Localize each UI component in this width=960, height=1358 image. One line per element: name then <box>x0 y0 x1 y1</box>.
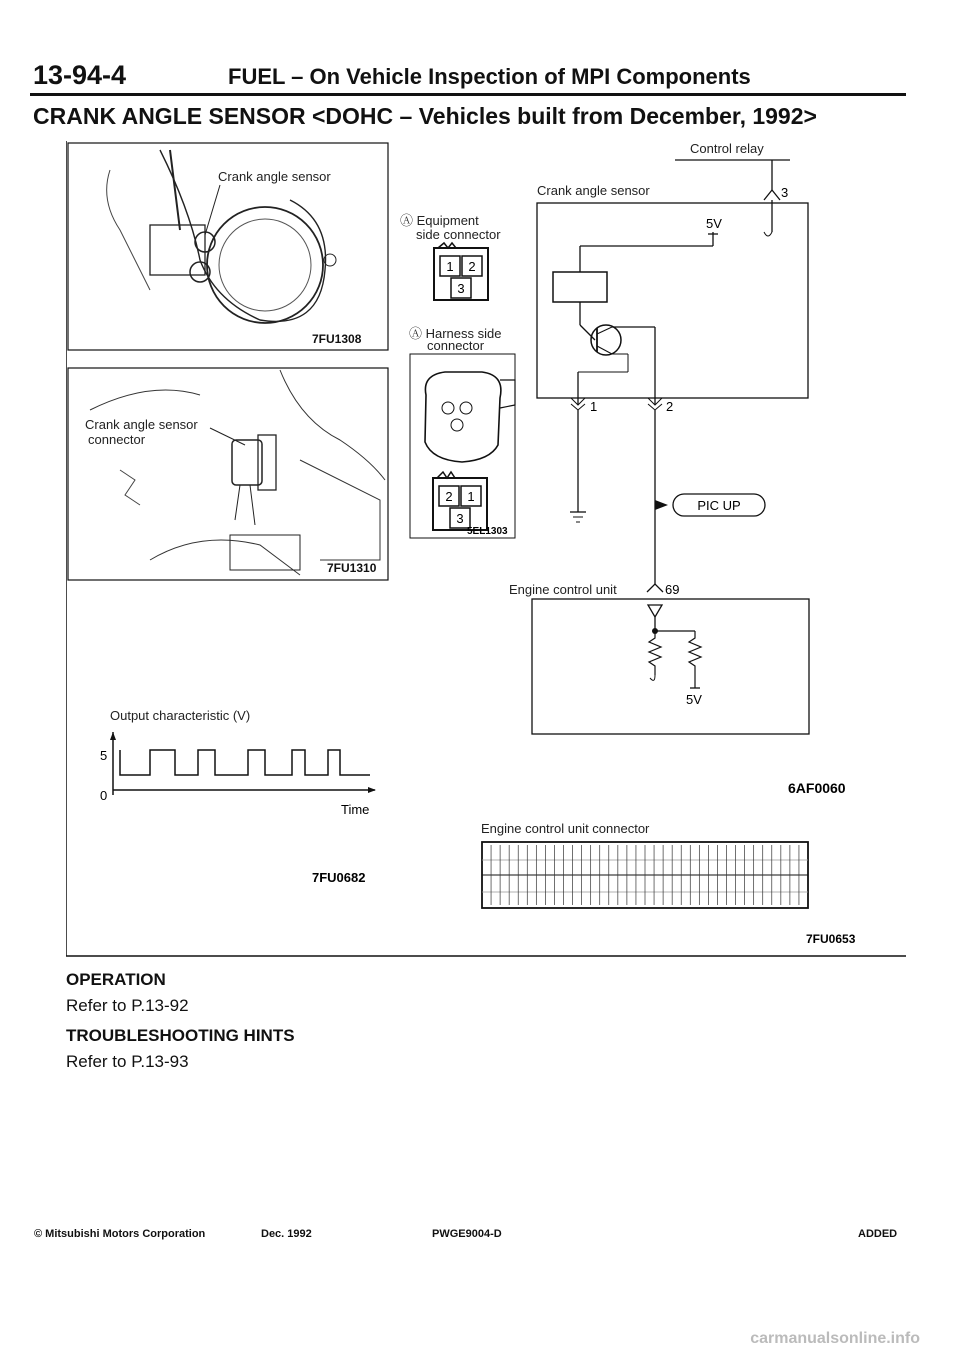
figure-area <box>66 141 906 958</box>
equipment-connector-label-1: Ⓐ Equipment <box>400 213 479 228</box>
equipment-connector-label-2: side connector <box>416 227 501 242</box>
connector-photo-label-2: connector <box>88 432 146 447</box>
troubleshooting-heading: TROUBLESHOOTING HINTS <box>66 1026 295 1045</box>
pic-up-label: PIC UP <box>697 498 741 513</box>
pin-2-label: 2 <box>666 399 674 414</box>
sensor-photo <box>68 143 388 350</box>
operation-text: Refer to P.13-92 <box>66 996 189 1015</box>
connector-photo <box>68 368 388 580</box>
footer-date: Dec. 1992 <box>261 1228 312 1240</box>
operation-heading: OPERATION <box>66 970 166 989</box>
pin-3-label: 3 <box>781 185 789 200</box>
pin-1-label: 1 <box>590 399 598 414</box>
footer-copyright: © Mitsubishi Motors Corporation <box>34 1228 206 1240</box>
equip-pin-3: 3 <box>457 281 465 296</box>
section-title: CRANK ANGLE SENSOR <DOHC – Vehicles built from December, 1992> <box>33 103 817 129</box>
equip-pin-1: 1 <box>446 259 454 274</box>
5v-bottom-label: 5V <box>686 692 702 707</box>
connector-photo-label-1: Crank angle sensor <box>85 417 198 432</box>
waveform-x-label: Time <box>341 802 370 817</box>
harness-connector-label-2: connector <box>427 338 485 353</box>
waveform-graph <box>100 708 376 885</box>
harness-pin-2: 2 <box>445 489 453 504</box>
ecu-connector-label: Engine control unit connector <box>481 821 650 836</box>
circuit-code: 6AF0060 <box>788 780 846 796</box>
waveform-y-low: 0 <box>100 788 108 803</box>
ecu-connector <box>481 821 856 946</box>
harness-connector-label-1: Ⓐ Harness side <box>409 326 502 341</box>
footer-doc-code: PWGE9004-D <box>432 1228 502 1240</box>
sensor-photo-code: 7FU1308 <box>312 332 362 346</box>
ecu-connector-code: 7FU0653 <box>806 932 856 946</box>
connector-photo-code: 7FU1310 <box>327 561 377 575</box>
equip-pin-2: 2 <box>468 259 476 274</box>
connector-diagrams <box>400 213 515 538</box>
sensor-circuit-label: Crank angle sensor <box>537 183 650 198</box>
waveform-code: 7FU0682 <box>312 870 366 885</box>
control-relay-label: Control relay <box>690 141 764 156</box>
footer-status: ADDED <box>858 1228 898 1240</box>
pin-69-label: 69 <box>665 582 680 597</box>
connector-code: 5EL1303 <box>467 526 508 537</box>
circuit-diagram <box>509 141 846 796</box>
waveform-y-high: 5 <box>100 748 108 763</box>
page-header-title: FUEL – On Vehicle Inspection of MPI Components <box>228 64 751 89</box>
ecu-label: Engine control unit <box>509 582 617 597</box>
harness-pin-3: 3 <box>456 511 464 526</box>
header-rule <box>30 93 906 96</box>
watermark: carmanualsonline.info <box>750 1330 920 1347</box>
harness-pin-1: 1 <box>467 489 475 504</box>
page-number: 13-94-4 <box>33 60 127 90</box>
waveform-title: Output characteristic (V) <box>110 708 251 723</box>
5v-top-label: 5V <box>706 216 722 231</box>
sensor-photo-label: Crank angle sensor <box>218 169 331 184</box>
troubleshooting-text: Refer to P.13-93 <box>66 1052 189 1071</box>
